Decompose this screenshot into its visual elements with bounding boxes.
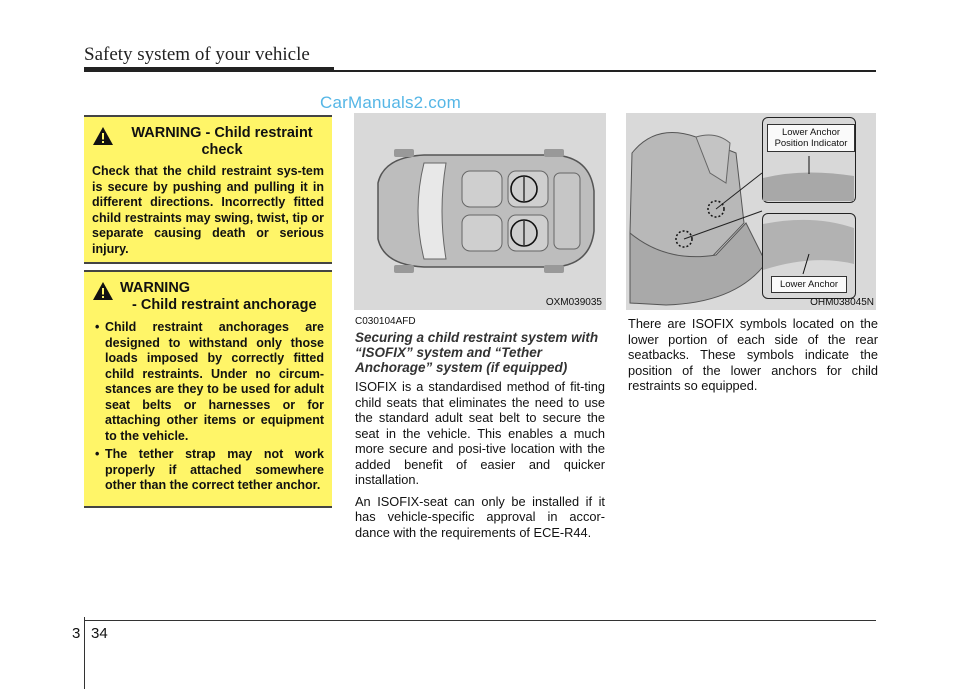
- warning-triangle-icon: [92, 126, 114, 146]
- watermark-text: CarManuals2.com: [320, 93, 461, 112]
- warning-list-item: • Child restraint anchorages are designed to withstand only those loads imposed by correctly fitted child restraints. Under no circum-stances are they to be used for adult seat belts or harnesses or for attaching other items or equipment to the vehicle.: [92, 320, 324, 444]
- body-column-isofix: [355, 379, 605, 546]
- warning-title-prefix: WARNING: [131, 125, 202, 141]
- section-heading: Securing a child restraint system with “ISOFIX” system and “Tether Anchorage” system (if equipped): [355, 330, 599, 375]
- page-header-title: Safety system of your vehicle: [84, 44, 310, 65]
- warning-box-child-restraint-check: [84, 115, 332, 264]
- warning-box-child-restraint-anchorage: [84, 270, 332, 508]
- figure-rear-seat-anchors: [626, 113, 876, 310]
- header-rule-thin: [334, 70, 876, 72]
- body-paragraph: There are ISOFIX symbols located on the lower portion of each side of the rear seatbacks. These symbols indicate the position of the lower anchors for child restraints so equipped.: [628, 316, 878, 393]
- label-lower-anchor-position-indicator: Lower Anchor Position Indicator: [767, 124, 855, 152]
- car-top-view-illustration: [354, 113, 606, 310]
- figure-code: OXM039035: [545, 297, 602, 308]
- label-lower-anchor: Lower Anchor: [771, 276, 847, 293]
- body-column-symbols: [628, 316, 878, 400]
- callout-lower-anchor: [762, 213, 856, 299]
- callout-position-indicator: [762, 117, 856, 203]
- body-paragraph: ISOFIX is a standardised method of fit-ting child seats that eliminates the need to use the standard adult seat belt to secure the seat in the vehicle. This enables a much more secure and posi-tive location with the added benefit of easier and quicker installation.: [355, 379, 605, 487]
- footer-rule-vertical: [84, 617, 85, 689]
- warning-title: [120, 280, 324, 314]
- warning-list-item: • The tether strap may not work properly if attached somewhere other than the correct tether anchor.: [92, 447, 324, 494]
- header-rule-thick: [84, 67, 334, 72]
- warning-title: [120, 125, 324, 159]
- warning-subtitle: - Child restraint anchorage: [132, 297, 317, 313]
- footer-rule-horizontal: [84, 620, 876, 621]
- warning-title-rest: - Child restraint check: [201, 125, 313, 158]
- figure-car-top-view: [354, 113, 606, 310]
- section-code: C030104AFD: [355, 316, 416, 327]
- warning-triangle-icon: [92, 281, 114, 301]
- warning-list: [92, 320, 324, 494]
- footer-page-number: 34: [91, 625, 108, 642]
- warning-title-row: [92, 125, 324, 159]
- body-paragraph: An ISOFIX-seat can only be installed if it has vehicle-specific approval in accor-dance with the requirements of ECE-R44.: [355, 493, 605, 540]
- warning-title-row: [92, 280, 324, 314]
- footer-section-number: 3: [72, 625, 81, 642]
- warning-title-main: WARNING: [120, 280, 191, 296]
- figure-code: OHM038045N: [810, 297, 874, 308]
- warning-text: Check that the child restraint sys-tem is secure by pushing and pulling it in different directions. Incorrectly fitted child restraints may swing, twist, tip or separate causing death or serious injury.: [92, 164, 324, 256]
